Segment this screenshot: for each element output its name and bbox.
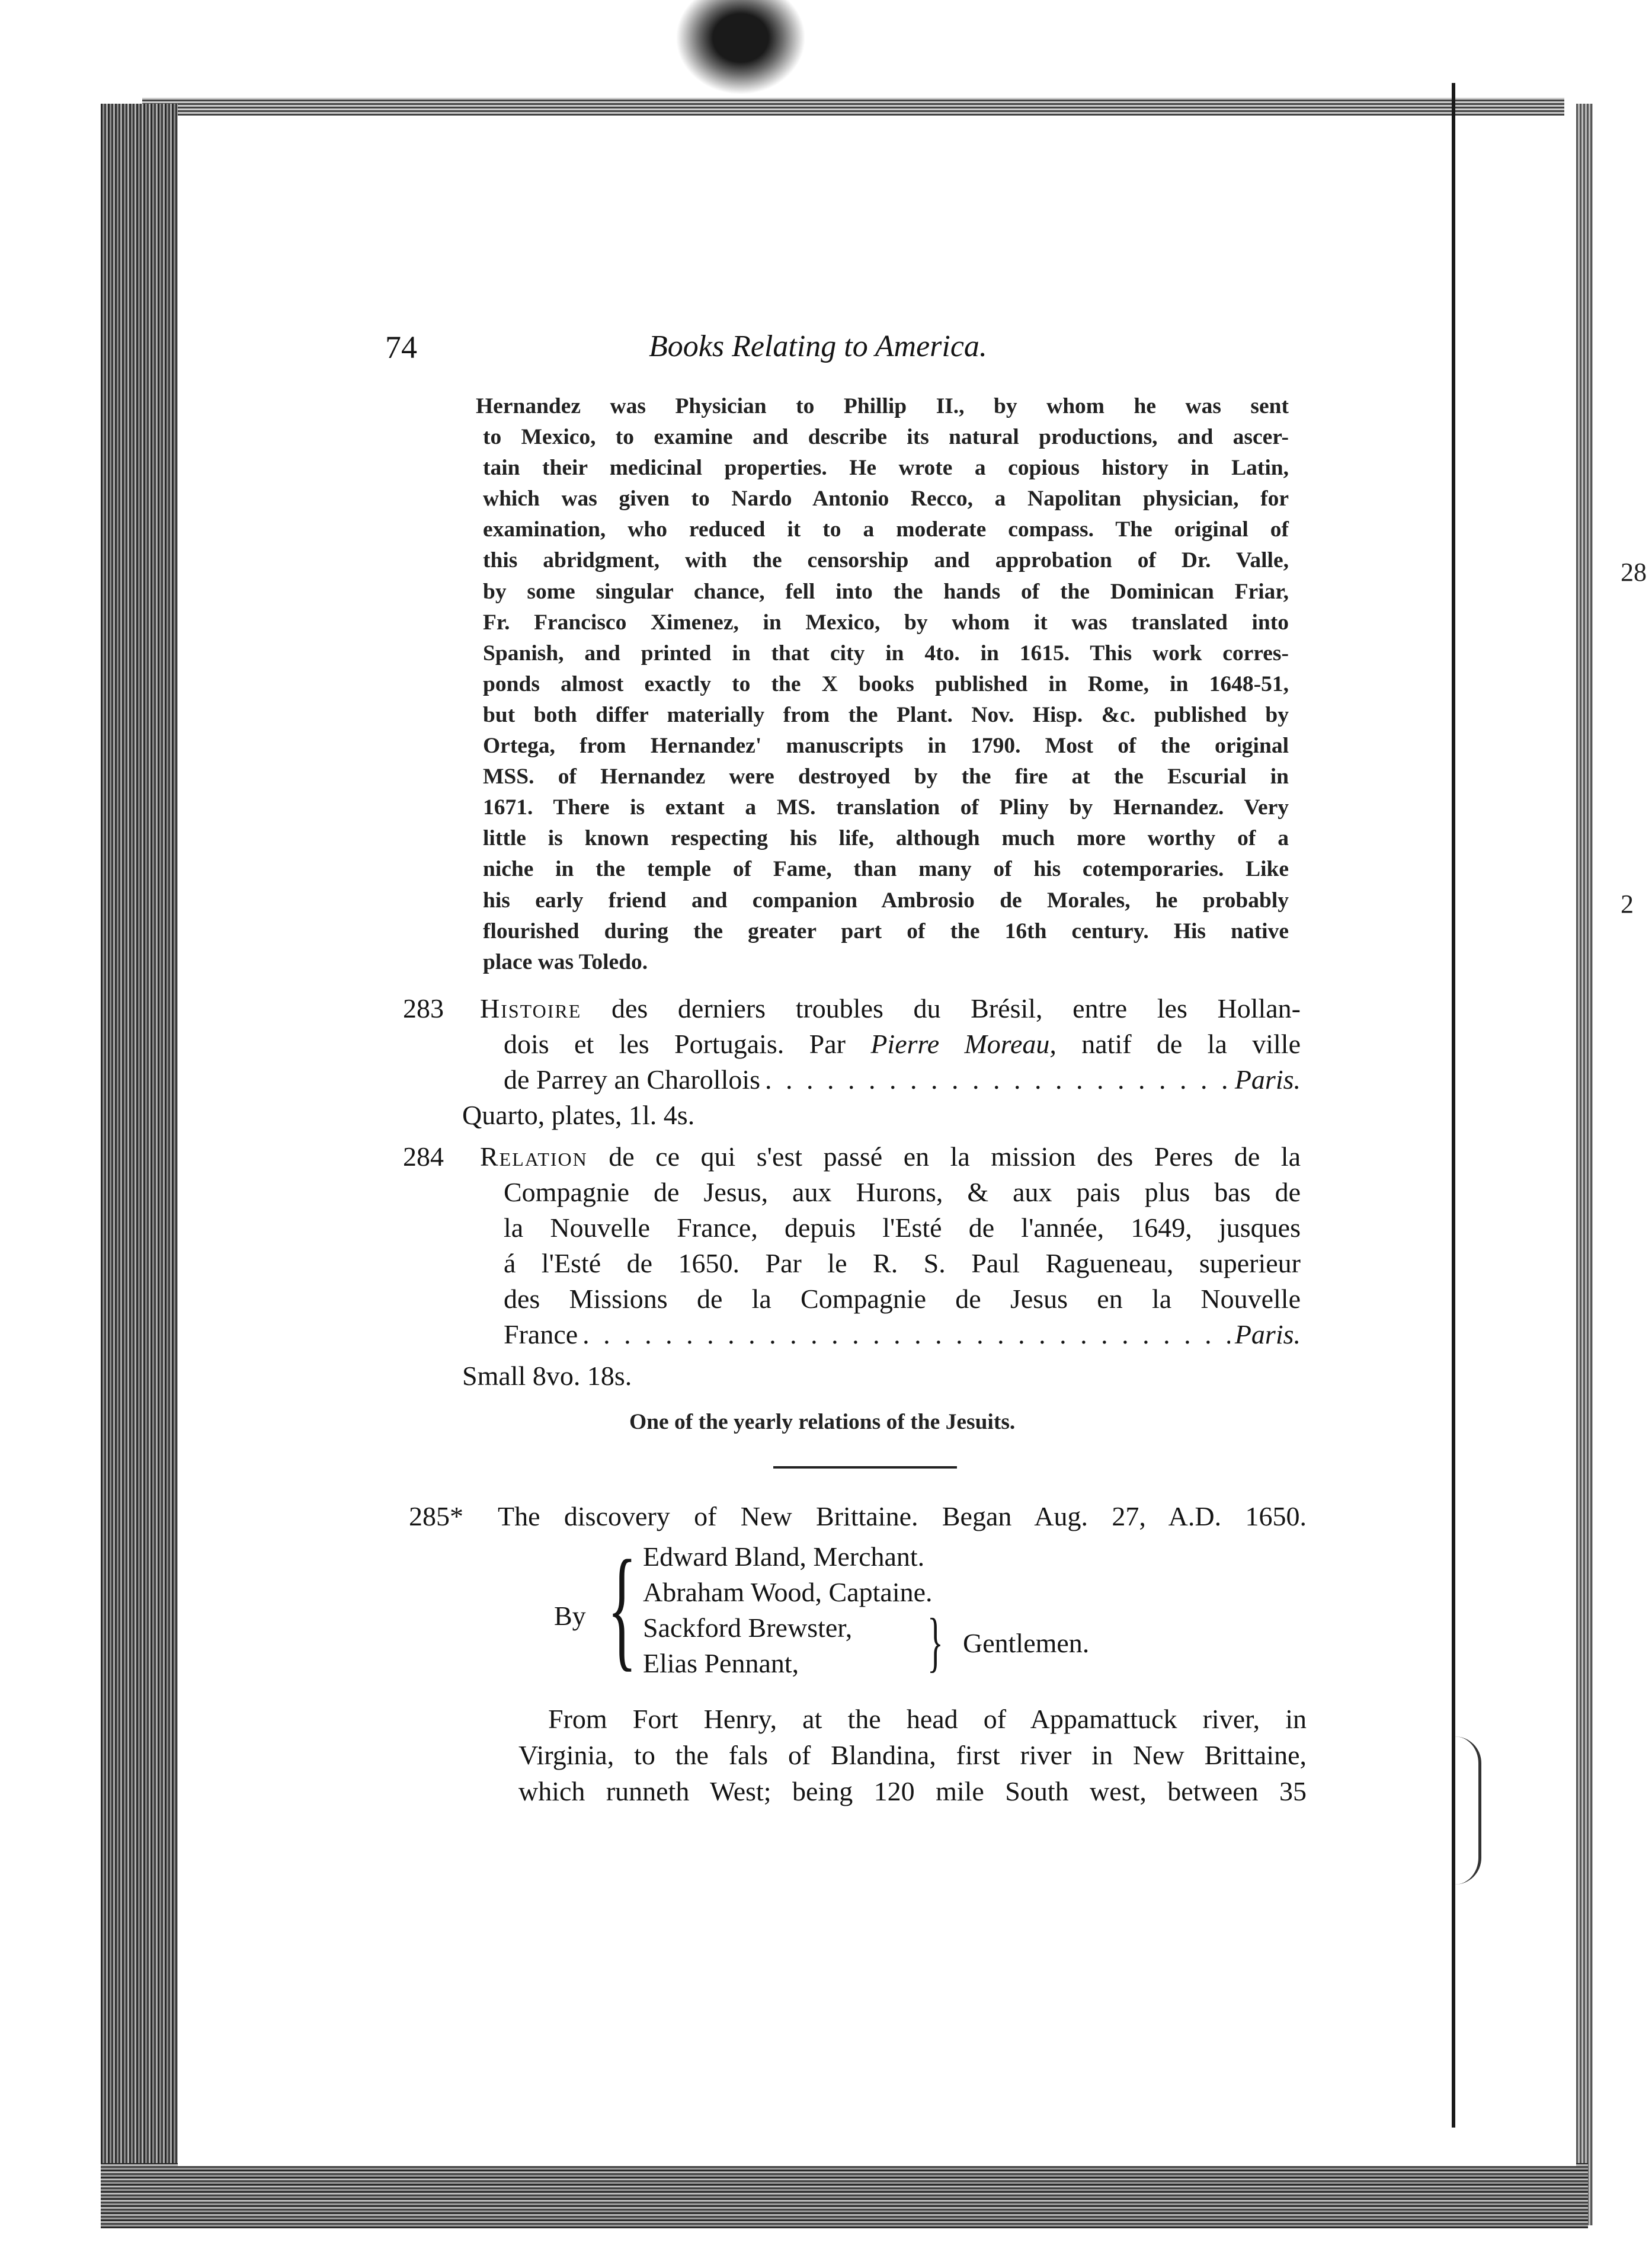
paragraph-line: which runneth West; being 120 mile South west, between 35 [518, 1776, 1307, 1806]
note-line: which was given to Nardo Antonio Recco, a Napolitan physician, for [483, 487, 1289, 511]
author-line: Elias Pennant, [643, 1648, 799, 1678]
note-line: MSS. of Hernandez were destroyed by the fire at the Escurial in [483, 764, 1289, 789]
note-hernandez [476, 391, 1289, 978]
book-edge-left [101, 104, 178, 2222]
entry-line: la Nouvelle France, depuis l'Esté de l'année, 1649, jusques [504, 1213, 1301, 1243]
note-line: by some singular chance, fell into the hands of the Dominican Friar, [483, 579, 1289, 604]
entry-lead-word: Histoire [480, 993, 582, 1023]
note-line: Spanish, and printed in that city in 4to. in 1615. This work corres- [483, 641, 1289, 666]
entry-text-run: dois et les Portugais. Par [504, 1029, 871, 1059]
right-brace: } [927, 1605, 943, 1679]
running-title: Books Relating to America. [649, 330, 987, 363]
note-line: examination, who reduced it to a moderate compass. The original of [483, 517, 1289, 542]
note-line: flourished during the greater part of the 16th century. His native [483, 919, 1289, 943]
note-line: little is known respecting his life, although much more worthy of a [483, 826, 1289, 851]
entry-285-paragraph [518, 1701, 1307, 1809]
entry-number: 284 [403, 1141, 444, 1172]
note-line: tain their medicinal properties. He wrote a copious history in Latin, [483, 456, 1289, 481]
entry-line: á l'Esté de 1650. Par le R. S. Paul Ragueneau, superieur [504, 1248, 1301, 1278]
entry-text-run: France [504, 1319, 578, 1349]
entry-text [480, 1139, 1301, 1352]
entry-place: Paris. [1234, 1319, 1301, 1349]
note-line: place was Toledo. [483, 949, 648, 974]
leader-dots [582, 1317, 1230, 1352]
entry-price: Small 8vo. 18s. [462, 1361, 632, 1391]
note-line: his early friend and companion Ambrosio de Morales, he probably [483, 888, 1289, 913]
margin-bleed-number: 2 [1621, 890, 1634, 919]
entry-line: des Missions de la Compagnie de Jesus en la Nouvelle [504, 1284, 1301, 1314]
entry-text [480, 991, 1301, 1098]
entry-imprint-line [480, 1317, 1301, 1352]
note-line: but both differ materially from the Plant. Nov. Hisp. &c. published by [483, 702, 1289, 727]
margin-bleed-number: 28 [1621, 558, 1647, 587]
entry-number: 283 [403, 993, 444, 1023]
entry-author: Pierre Moreau, [870, 1029, 1056, 1059]
entry-place: Paris. [1234, 1064, 1301, 1095]
note-line: Hernandez was Physician to Phillip II., by whom he was sent [476, 394, 1289, 418]
note-line: Ortega, from Hernandez' manuscripts in 1790. Most of the original [483, 734, 1289, 759]
author-line: Abraham Wood, Captaine. [643, 1577, 933, 1607]
entry-imprint-line [480, 1062, 1301, 1098]
note-line: to Mexico, to examine and describe its natural productions, and ascer- [483, 425, 1289, 450]
paragraph-line: From Fort Henry, at the head of Appamattuck river, in [548, 1704, 1307, 1734]
paragraph-line: Virginia, to the fals of Blandina, first river in New Brittaine, [518, 1740, 1307, 1770]
entry-title: The discovery of New Brittaine. Began Aug. 27, A.D. 1650. [498, 1501, 1307, 1531]
entry-text-run: natif de la ville [1056, 1029, 1301, 1059]
entry-price: Quarto, plates, 1l. 4s. [462, 1100, 695, 1130]
entry-number: 285* [409, 1501, 463, 1531]
note-line: 1671. There is extant a MS. translation of Pliny by Hernandez. Very [483, 795, 1289, 820]
book-edge-right [1576, 104, 1593, 2225]
entry-text-run: des derniers troubles du Brésil, entre les Hollan- [611, 993, 1301, 1023]
entry-lead-word: Relation [480, 1141, 588, 1172]
entry-line [480, 1139, 1301, 1175]
entry-line [480, 1026, 1301, 1062]
note-line: Fr. Francisco Ximenez, in Mexico, by whom it was translated into [483, 610, 1289, 635]
author-line: Edward Bland, Merchant. [643, 1541, 925, 1572]
left-brace: { [607, 1532, 637, 1683]
page-curl-mark [1455, 1736, 1481, 1885]
entry-text-run: de Parrey an Charollois [504, 1064, 761, 1095]
book-edge-bottom [101, 2163, 1588, 2228]
section-rule [773, 1466, 957, 1469]
entry-line [480, 991, 1301, 1026]
entry-text-run: de ce qui s'est passé en la mission des Peres de la [609, 1141, 1301, 1172]
note-line: ponds almost exactly to the X books published in Rome, in 1648-51, [483, 671, 1289, 696]
page-edge-top [142, 98, 1564, 116]
entry-note: One of the yearly relations of the Jesuits. [629, 1410, 1016, 1434]
tear-mark [675, 0, 806, 95]
note-line: niche in the temple of Fame, than many of his cotemporaries. Like [483, 857, 1289, 882]
page-number: 74 [385, 330, 417, 365]
entry-line: Compagnie de Jesus, aux Hurons, & aux pais plus bas de [504, 1177, 1301, 1207]
group-label: Gentlemen. [963, 1628, 1090, 1658]
by-label: By [554, 1601, 586, 1631]
note-line: this abridgment, with the censorship and approbation of Dr. Valle, [483, 548, 1289, 573]
leader-dots [765, 1062, 1230, 1098]
author-line: Sackford Brewster, [643, 1613, 853, 1643]
